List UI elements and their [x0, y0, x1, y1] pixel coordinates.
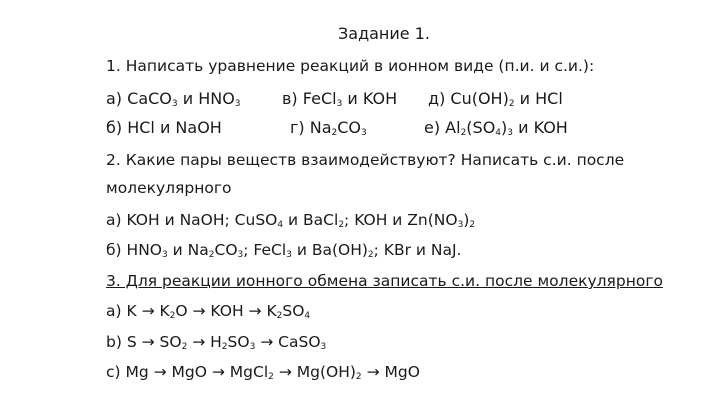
formula-text: и BaCl: [283, 211, 339, 229]
formula-text: O → KOH → K: [175, 302, 277, 320]
item-label: г): [290, 118, 310, 137]
formula-text: KOH и NaOH; CuSO: [126, 211, 278, 229]
item-label: b): [106, 333, 127, 351]
formula-text: CaCO: [127, 89, 172, 108]
formula-text: → H: [187, 333, 222, 351]
item-label: б): [106, 241, 127, 259]
formula-text: Na: [309, 118, 332, 137]
subscript: 4: [304, 311, 311, 321]
subscript: 4: [495, 128, 502, 138]
subscript: 3: [237, 250, 244, 260]
worksheet-title: Задание 1.: [338, 24, 430, 43]
formula-text: и HCl: [514, 89, 563, 108]
subscript: 2: [469, 220, 476, 230]
formula-text: и HNO: [177, 89, 235, 108]
task1-item-b: [106, 118, 222, 137]
task1-item-e: [424, 118, 568, 137]
formula-text: CO: [337, 118, 362, 137]
formula-text: → Mg(OH): [273, 363, 356, 381]
subscript: 2: [221, 342, 228, 352]
subscript: 3: [320, 342, 327, 352]
task2-item-b: [106, 240, 461, 260]
item-label: а): [106, 211, 127, 229]
item-label: а): [106, 302, 127, 320]
subscript: 2: [508, 99, 515, 109]
subscript: 2: [338, 220, 345, 230]
task1-heading: 1. Написать уравнение реакций в ионном виде (п.и. и с.и.):: [106, 57, 595, 75]
formula-text: ; KBr и NaJ.: [373, 241, 462, 259]
subscript: 2: [276, 311, 283, 321]
task2-heading-line1: 2. Какие пары веществ взаимодействуют? Написать с.и. после: [106, 151, 625, 169]
task2-item-a: [106, 210, 475, 230]
subscript: 3: [457, 220, 464, 230]
subscript: 3: [162, 250, 168, 260]
formula-text: → MgO: [361, 363, 420, 381]
formula-text: SO: [227, 333, 250, 351]
formula-text: и Na: [167, 241, 209, 259]
formula-text: Cu(OH): [450, 89, 509, 108]
formula-text: SO: [282, 302, 305, 320]
subscript: 2: [268, 372, 274, 382]
task1-item-d: [428, 89, 563, 108]
formula-text: HNO: [126, 241, 162, 259]
formula-text: и KOH: [342, 89, 398, 108]
subscript: 3: [234, 99, 241, 109]
subscript: 2: [355, 372, 362, 382]
formula-text: ; KOH и Zn(NO: [344, 211, 458, 229]
formula-text: и KOH: [513, 118, 568, 137]
item-label: д): [428, 89, 451, 108]
task3-item-a: [106, 301, 310, 321]
item-label: б): [106, 118, 128, 137]
formula-text: (SO: [466, 118, 496, 137]
task1-item-v: [282, 89, 397, 108]
formula-text: Mg → MgO → MgCl: [125, 363, 269, 381]
task3-item-c: [106, 362, 420, 382]
formula-text: ; FeCl: [243, 241, 287, 259]
formula-text: S → SO: [126, 333, 182, 351]
task1-item-g: [290, 118, 367, 137]
subscript: 2: [367, 250, 374, 260]
subscript: 3: [286, 250, 292, 260]
subscript: 2: [208, 250, 215, 260]
subscript: 4: [277, 220, 284, 230]
task1-item-a: [106, 89, 241, 108]
subscript: 3: [507, 128, 514, 138]
item-label: е): [424, 118, 446, 137]
subscript: 3: [361, 128, 367, 138]
item-label: в): [282, 89, 303, 108]
task3-heading: 3. Для реакции ионного обмена записать с.и. после молекулярного: [106, 272, 663, 290]
formula-text: K → K: [126, 302, 170, 320]
subscript: 2: [181, 342, 188, 352]
formula-text: FeCl: [302, 89, 337, 108]
formula-text: ): [463, 211, 470, 229]
task3-item-b: [106, 332, 326, 352]
formula-text: Al: [445, 118, 461, 137]
task2-heading-line2: молекулярного: [106, 179, 232, 197]
formula-text: и Ba(OH): [291, 241, 368, 259]
formula-text: HCl и NaOH: [127, 118, 222, 137]
subscript: 2: [460, 128, 467, 138]
formula-text: → CaSO: [255, 333, 321, 351]
item-label: c): [106, 363, 126, 381]
item-label: а): [106, 89, 128, 108]
formula-text: CO: [214, 241, 238, 259]
subscript: 2: [331, 128, 338, 138]
subscript: 3: [171, 99, 178, 109]
formula-text: ): [501, 118, 508, 137]
subscript: 3: [336, 99, 343, 109]
subscript: 3: [249, 342, 256, 352]
subscript: 2: [169, 311, 176, 321]
